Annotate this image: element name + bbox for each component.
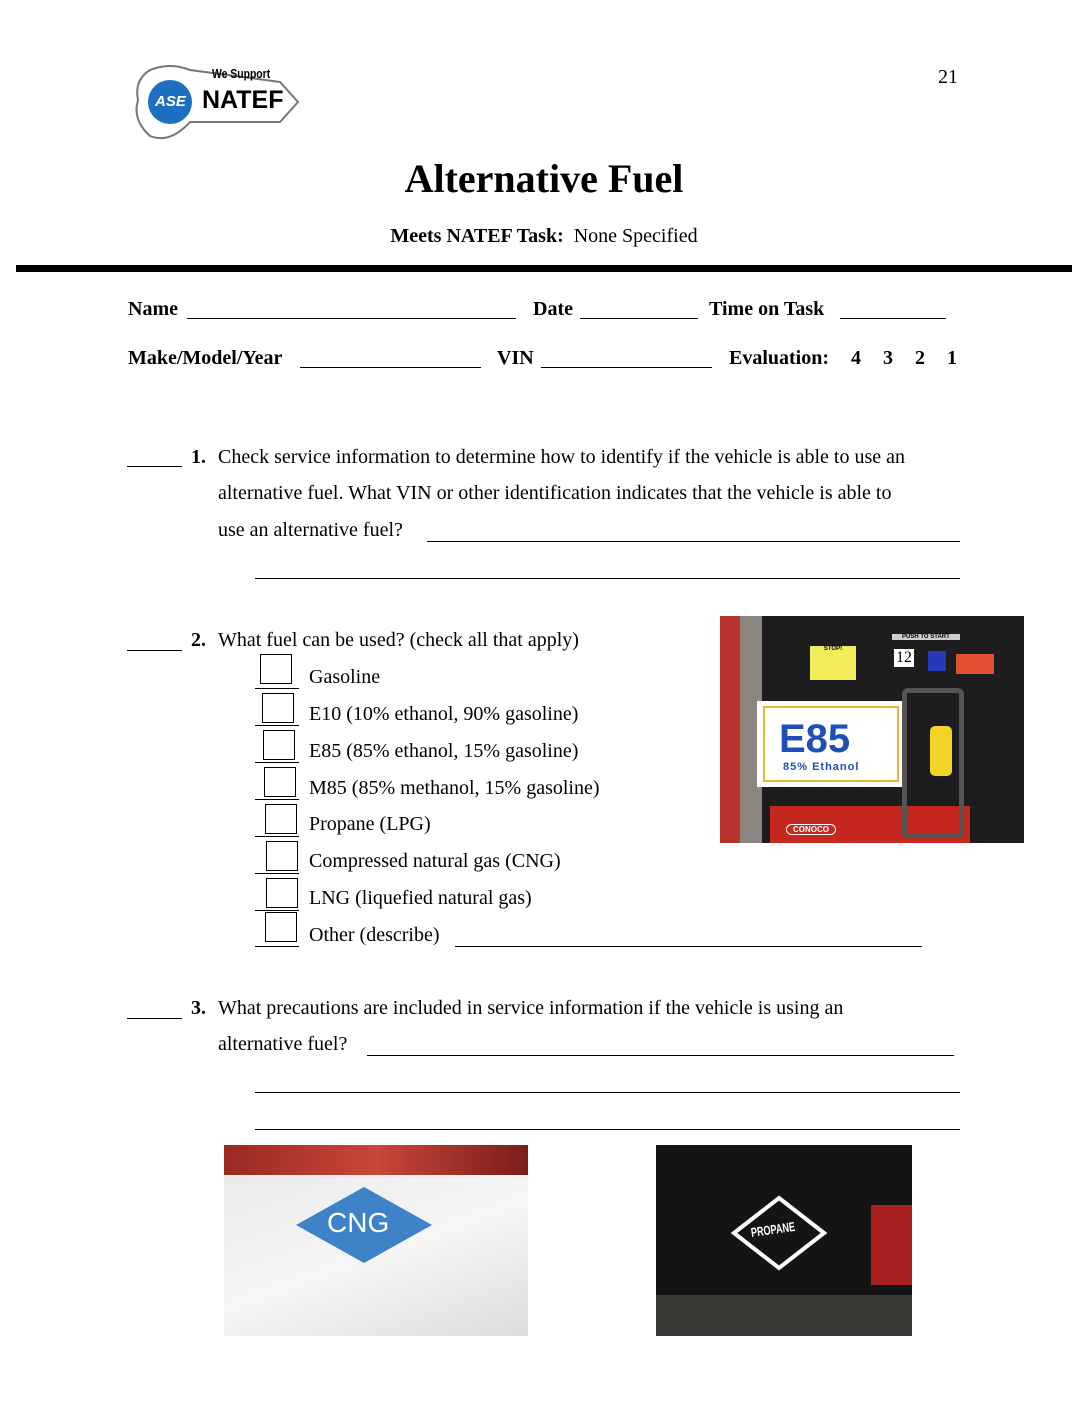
option-lng: LNG (liquefied natural gas) bbox=[309, 887, 532, 909]
q3-number: 3. bbox=[191, 997, 206, 1019]
date-label: Date bbox=[533, 298, 573, 320]
checkbox-cng[interactable] bbox=[266, 841, 298, 871]
checkbox-other[interactable] bbox=[265, 912, 297, 942]
q3-answer-line-3[interactable] bbox=[255, 1129, 960, 1130]
option-other: Other (describe) bbox=[309, 924, 440, 946]
option-gasoline: Gasoline bbox=[309, 666, 381, 688]
natef-logo bbox=[130, 60, 305, 150]
other-describe-field[interactable] bbox=[455, 946, 922, 947]
checkbox-e10[interactable] bbox=[262, 693, 294, 723]
checkbox-gasoline[interactable] bbox=[260, 654, 292, 684]
pump-number: 12 bbox=[896, 649, 912, 666]
q3-check-blank[interactable] bbox=[127, 1018, 182, 1019]
checkbox-underline bbox=[255, 725, 299, 726]
q3-text-line2: alternative fuel? bbox=[218, 1033, 348, 1055]
logo-top-text: We Support bbox=[212, 66, 271, 81]
evaluation-score-2[interactable]: 2 bbox=[915, 347, 925, 369]
option-cng: Compressed natural gas (CNG) bbox=[309, 850, 561, 872]
conoco-logo: CONOCO bbox=[786, 824, 836, 835]
natef-task-value: None Specified bbox=[573, 225, 698, 247]
checkbox-underline bbox=[255, 762, 299, 763]
q2-number: 2. bbox=[191, 629, 206, 651]
propane-vehicle-photo bbox=[656, 1145, 912, 1336]
q1-answer-line-1[interactable] bbox=[427, 541, 960, 542]
name-field[interactable] bbox=[187, 318, 516, 319]
checkbox-lng[interactable] bbox=[266, 878, 298, 908]
q1-check-blank[interactable] bbox=[127, 466, 182, 467]
evaluation-score-1[interactable]: 1 bbox=[947, 347, 957, 369]
evaluation-label: Evaluation: bbox=[729, 347, 830, 369]
date-field[interactable] bbox=[580, 318, 698, 319]
time-on-task-label: Time on Task bbox=[709, 298, 825, 320]
ase-badge-text: ASE bbox=[155, 93, 186, 110]
checkbox-underline bbox=[255, 799, 299, 800]
e85-sign-subtext: 85% Ethanol bbox=[783, 761, 860, 773]
header-divider bbox=[16, 265, 1072, 272]
checkbox-underline bbox=[255, 946, 299, 947]
checkbox-m85[interactable] bbox=[264, 767, 296, 797]
stop-sticker: STOP! bbox=[810, 646, 856, 680]
e85-pump-photo bbox=[720, 616, 1024, 843]
vin-label: VIN bbox=[497, 347, 534, 369]
option-m85: M85 (85% methanol, 15% gasoline) bbox=[309, 777, 600, 799]
checkbox-underline bbox=[255, 836, 299, 837]
checkbox-underline bbox=[255, 688, 299, 689]
e85-sign bbox=[757, 701, 905, 787]
make-model-year-field[interactable] bbox=[300, 367, 481, 368]
page-number: 21 bbox=[938, 66, 958, 88]
natef-task bbox=[0, 224, 1088, 248]
q2-text: What fuel can be used? (check all that apply) bbox=[218, 629, 579, 651]
logo-main-text: NATEF bbox=[202, 86, 284, 114]
evaluation-score-4[interactable]: 4 bbox=[851, 347, 861, 369]
q3-answer-line-2[interactable] bbox=[255, 1092, 960, 1093]
name-label: Name bbox=[128, 298, 178, 320]
q3-text-line1: What precautions are included in service information if the vehicle is using an bbox=[218, 997, 844, 1019]
q1-number: 1. bbox=[191, 446, 206, 468]
checkbox-propane[interactable] bbox=[265, 804, 297, 834]
option-propane: Propane (LPG) bbox=[309, 813, 431, 835]
e85-sign-text: E85 bbox=[779, 717, 851, 761]
q1-text-line2: alternative fuel. What VIN or other identification indicates that the vehicle is able to bbox=[218, 482, 892, 504]
cng-label: CNG bbox=[327, 1207, 390, 1238]
push-to-start-label: PUSH TO START bbox=[892, 634, 960, 640]
option-e85: E85 (85% ethanol, 15% gasoline) bbox=[309, 740, 579, 762]
evaluation-score-3[interactable]: 3 bbox=[883, 347, 893, 369]
make-model-year-label: Make/Model/Year bbox=[128, 347, 283, 369]
option-e10: E10 (10% ethanol, 90% gasoline) bbox=[309, 703, 579, 725]
q3-answer-line-1[interactable] bbox=[367, 1055, 954, 1056]
q1-text-line1: Check service information to determine how to identify if the vehicle is able to use an bbox=[218, 446, 906, 468]
natef-task-label: Meets NATEF Task: bbox=[390, 225, 564, 247]
cng-vehicle-photo bbox=[224, 1145, 528, 1336]
time-on-task-field[interactable] bbox=[840, 318, 946, 319]
vin-field[interactable] bbox=[541, 367, 712, 368]
checkbox-underline bbox=[255, 873, 299, 874]
checkbox-e85[interactable] bbox=[263, 730, 295, 760]
page-title: Alternative Fuel bbox=[404, 156, 684, 201]
q1-text-line3: use an alternative fuel? bbox=[218, 519, 403, 541]
checkbox-underline bbox=[255, 910, 299, 911]
propane-label: PROPANE bbox=[749, 1218, 796, 1240]
q2-check-blank[interactable] bbox=[127, 650, 182, 651]
q1-answer-line-2[interactable] bbox=[255, 578, 960, 579]
